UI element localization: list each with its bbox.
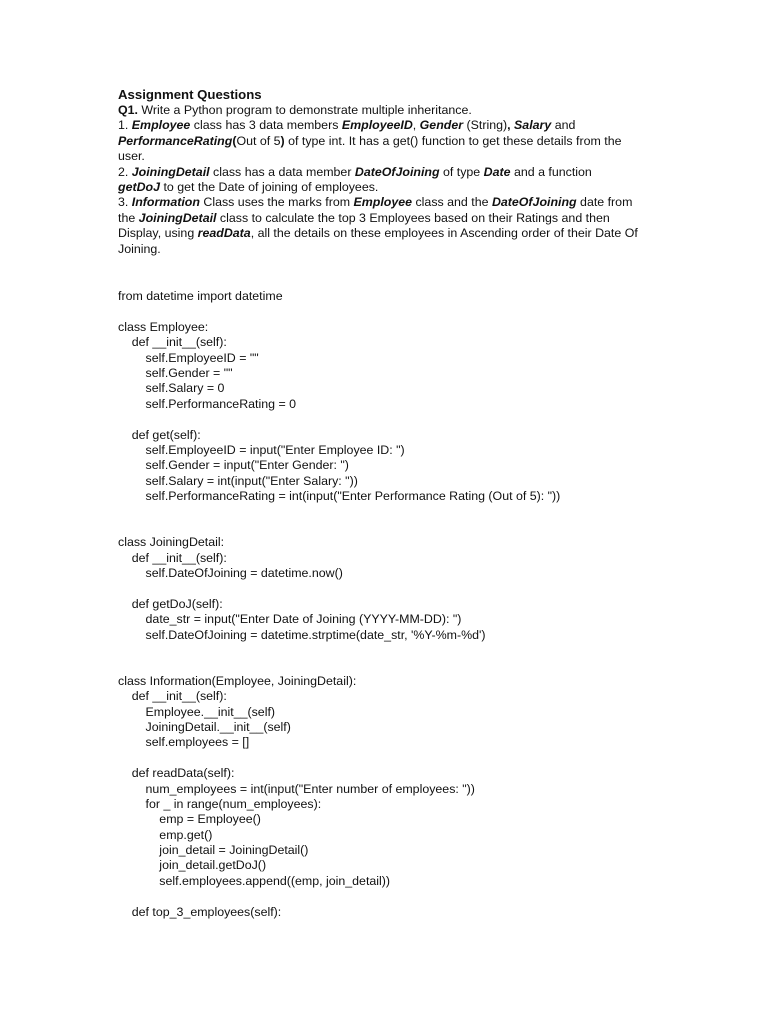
text-run: and (551, 118, 576, 133)
code-line (118, 643, 718, 658)
code-line: def getDoJ(self): (118, 596, 223, 611)
code-line: def readData(self): (118, 766, 235, 781)
question-1-intro (118, 103, 638, 118)
member-name: EmployeeID (341, 118, 413, 133)
question-label: Q1. (118, 103, 138, 117)
list-number: 2. (118, 164, 132, 179)
code-line: def top_3_employees(self): (118, 904, 282, 919)
text-run: class and the (412, 195, 492, 210)
requirement-1 (118, 118, 638, 164)
code-line: def __init__(self): (118, 689, 227, 704)
class-name: JoiningDetail (138, 210, 217, 225)
code-line: self.EmployeeID = "" (118, 350, 259, 365)
code-line: for _ in range(num_employees): (118, 796, 322, 811)
question-text: Write a Python program to demonstrate multiple inheritance. (137, 103, 472, 117)
text-run: (String) (463, 118, 508, 133)
code-line: emp.get() (118, 827, 213, 842)
code-line: join_detail = JoiningDetail() (118, 843, 309, 858)
class-name: JoiningDetail (131, 164, 210, 179)
text-run: class has a data member (209, 164, 355, 179)
code-line (118, 889, 718, 904)
code-line: def __init__(self): (118, 335, 227, 350)
code-line: self.Gender = "" (118, 365, 233, 380)
code-line: class Employee: (118, 319, 209, 334)
code-line (118, 581, 718, 596)
text-run: , (507, 118, 511, 133)
code-line: self.employees.append((emp, join_detail)) (118, 873, 391, 888)
function-name: readData (197, 226, 251, 241)
assignment-text (118, 87, 638, 257)
code-line: self.Salary = 0 (118, 381, 225, 396)
text-run: date from the (118, 195, 633, 225)
text-run: ) (280, 133, 285, 148)
code-line: date_str = input("Enter Date of Joining (YYYY-MM-DD): ") (118, 612, 462, 627)
code-line: Employee.__init__(self) (118, 704, 276, 719)
code-line (118, 304, 718, 319)
code-line: self.DateOfJoining = datetime.strptime(date_str, '%Y-%m-%d') (118, 627, 486, 642)
code-line: emp = Employee() (118, 812, 261, 827)
requirement-2 (118, 165, 638, 196)
text-run: to get the Date of joining of employees. (160, 180, 379, 195)
code-line: num_employees = int(input("Enter number of employees: ")) (118, 781, 475, 796)
function-name: getDoJ (118, 180, 160, 195)
member-name: DateOfJoining (491, 195, 577, 210)
text-run: , (412, 118, 420, 133)
code-line: self.PerformanceRating = int(input("Enter Performance Rating (Out of 5): ")) (118, 489, 561, 504)
code-line: class JoiningDetail: (118, 535, 225, 550)
code-line: def get(self): (118, 427, 201, 442)
code-line (118, 504, 718, 519)
text-run: class to calculate the top 3 Employees based on their Ratings and then Display, using (118, 210, 610, 241)
list-number: 1. (118, 118, 132, 133)
code-line: join_detail.getDoJ() (118, 858, 267, 873)
text-run: class has 3 data members (190, 118, 342, 133)
text-run: Out of 5 (236, 133, 281, 148)
assignment-heading: Assignment Questions (118, 87, 262, 102)
text-run: ( (232, 133, 237, 148)
member-name: PerformanceRating (118, 133, 233, 148)
code-line (118, 751, 718, 766)
list-number: 3. (118, 195, 132, 210)
code-line: JoiningDetail.__init__(self) (118, 719, 291, 734)
code-line: self.DateOfJoining = datetime.now() (118, 566, 343, 581)
class-name: Information (131, 195, 200, 210)
text-run: Class uses the marks from (199, 195, 354, 210)
code-line: def __init__(self): (118, 550, 227, 565)
code-line: self.PerformanceRating = 0 (118, 396, 297, 411)
text-run: of type int. It has a get() function to get these details from the user. (118, 133, 622, 164)
class-name: Employee (131, 118, 191, 133)
member-name: Salary (514, 118, 552, 133)
class-name: Employee (353, 195, 413, 210)
text-run: , all the details on these employees in Ascending order of their Date Of Joining. (118, 226, 638, 256)
code-line: self.EmployeeID = input("Enter Employee ID: ") (118, 442, 405, 457)
text-run: of type (439, 164, 484, 179)
code-line (118, 658, 718, 673)
code-listing (118, 289, 718, 920)
member-name: Gender (419, 118, 464, 133)
code-line (118, 520, 718, 535)
code-line: self.employees = [] (118, 735, 250, 750)
code-line: class Information(Employee, JoiningDetail): (118, 673, 357, 688)
member-name: DateOfJoining (354, 164, 440, 179)
code-line: from datetime import datetime (118, 289, 283, 303)
code-line (118, 412, 718, 427)
text-run: and a function (510, 164, 592, 179)
requirement-3 (118, 195, 638, 257)
code-line: self.Salary = int(input("Enter Salary: ")) (118, 473, 358, 488)
code-line: self.Gender = input("Enter Gender: ") (118, 458, 349, 473)
type-name: Date (483, 164, 511, 179)
